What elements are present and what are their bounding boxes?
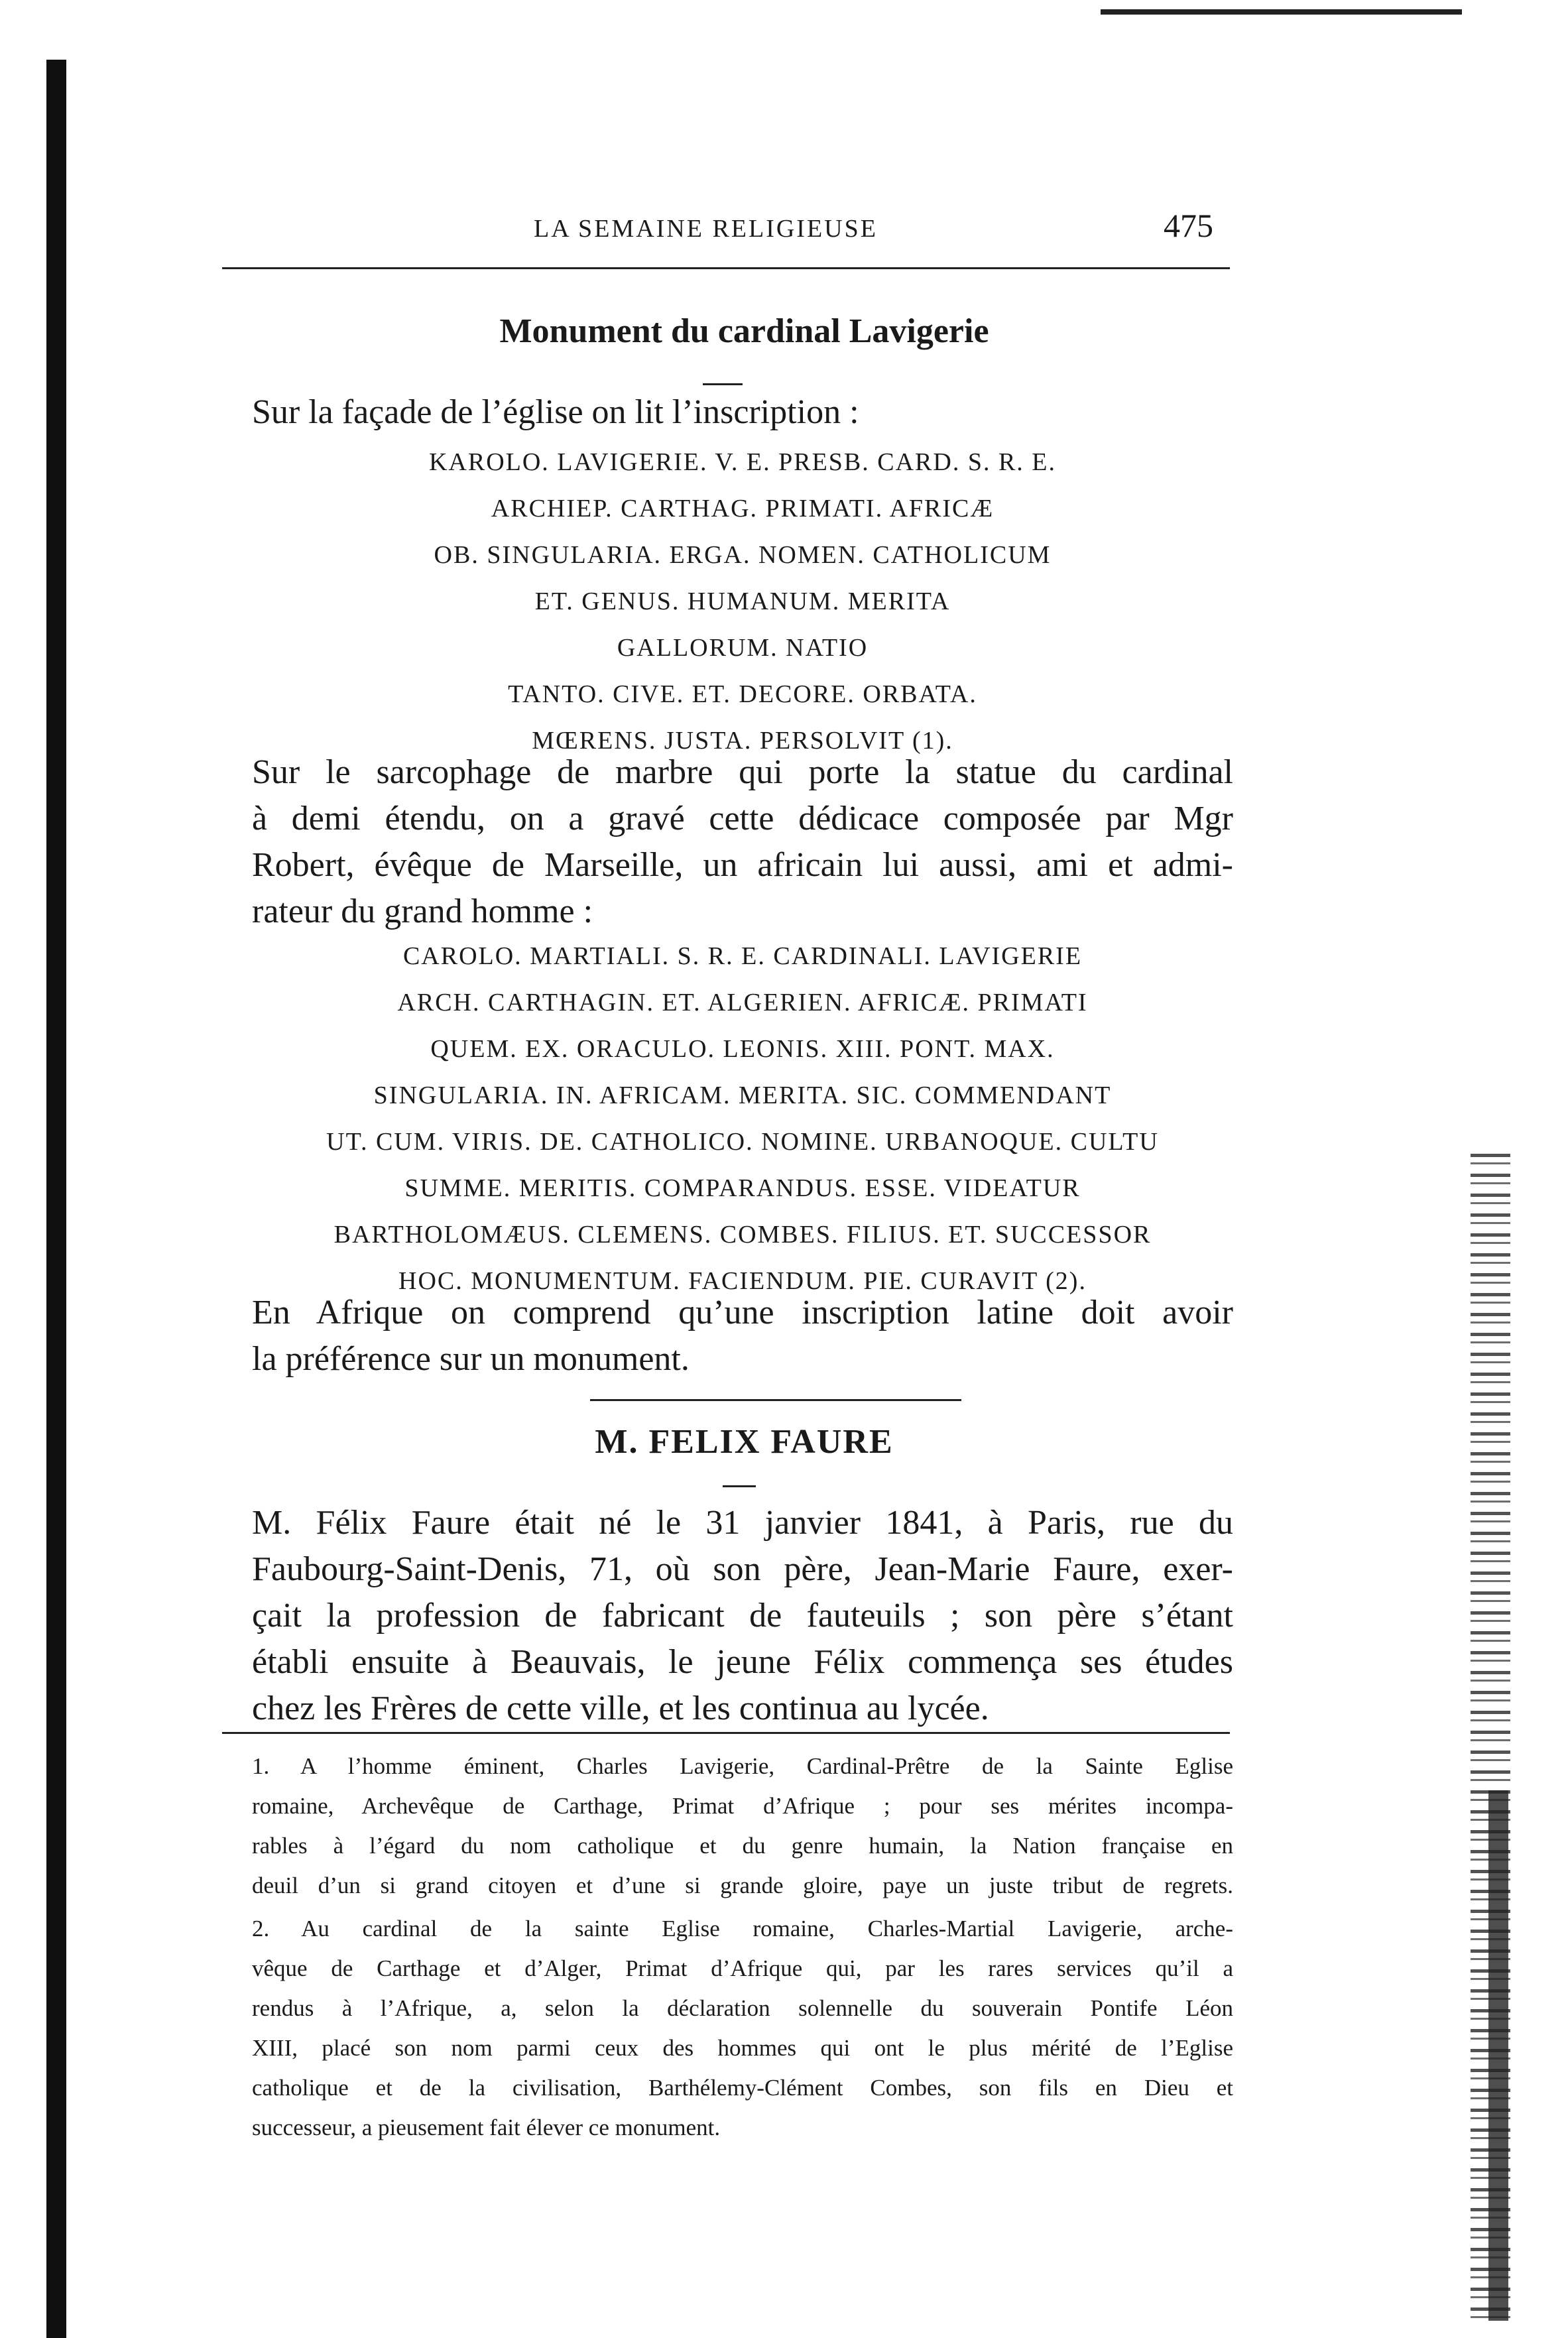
inscription-line: CAROLO. MARTIALI. S. R. E. CARDINALI. LAVIGERIE: [402, 942, 1083, 970]
footnote-line: 2. Au cardinal de la sainte Eglise romaine, Charles-Martial Lavigerie, arche-: [252, 1916, 1233, 1941]
body-line: Robert, évêque de Marseille, un africain lui aussi, ami et admi-: [252, 846, 1233, 884]
footnote-rule: [222, 1732, 1230, 1734]
scan-binding-shadow: [46, 60, 66, 2338]
body-line: la préférence sur un monument.: [252, 1340, 690, 1378]
inscription-line: OB. SINGULARIA. ERGA. NOMEN. CATHOLICUM: [434, 541, 1052, 569]
inscription-line: TANTO. CIVE. ET. DECORE. ORBATA.: [508, 680, 977, 708]
intro-line: Sur la façade de l’église on lit l’inscription :: [252, 393, 859, 431]
footnote-line: romaine, Archevêque de Carthage, Primat d’Afrique ; pour ses mérites incompa-: [252, 1793, 1233, 1819]
body-line: Sur le sarcophage de marbre qui porte la statue du cardinal: [252, 753, 1233, 791]
footnote-line: 1. A l’homme éminent, Charles Lavigerie, Cardinal-Prêtre de la Sainte Eglise: [252, 1753, 1233, 1779]
footnote-line: rendus à l’Afrique, a, selon la déclaration solennelle du souverain Pontife Léon: [252, 1995, 1233, 2021]
body-line: En Afrique on comprend qu’une inscription latine doit avoir: [252, 1294, 1233, 1331]
inscription-line: SUMME. MERITIS. COMPARANDUS. ESSE. VIDEATUR: [404, 1174, 1081, 1202]
footnote-line: deuil d’un si grand citoyen et d’une si grande gloire, paye un juste tribut de regrets.: [252, 1873, 1233, 1898]
body-line: çait la profession de fabricant de fauteuils ; son père s’étant: [252, 1597, 1233, 1634]
inscription-line: ARCHIEP. CARTHAG. PRIMATI. AFRICÆ: [491, 495, 995, 523]
inscription-line: MŒRENS. JUSTA. PERSOLVIT (1).: [532, 727, 953, 755]
inscription-line: GALLORUM. NATIO: [617, 634, 869, 662]
body-line: Faubourg-Saint-Denis, 71, où son père, Jean-Marie Faure, exer-: [252, 1550, 1233, 1588]
title-rule: [723, 1485, 756, 1487]
page-header: [222, 202, 1230, 255]
inscription-line: KAROLO. LAVIGERIE. V. E. PRESB. CARD. S. R. E.: [428, 448, 1057, 476]
title-rule: [703, 383, 743, 385]
inscription-line: ET. GENUS. HUMANUM. MERITA: [534, 587, 951, 615]
body-line: M. Félix Faure était né le 31 janvier 1841, à Paris, rue du: [252, 1504, 1233, 1542]
scan-top-mark: [1101, 9, 1462, 15]
inscription-line: HOC. MONUMENTUM. FACIENDUM. PIE. CURAVIT (2).: [398, 1267, 1087, 1295]
inscription-line: SINGULARIA. IN. AFRICAM. MERITA. SIC. COMMENDANT: [373, 1081, 1112, 1109]
inscription-line: QUEM. EX. ORACULO. LEONIS. XIII. PONT. MAX.: [430, 1035, 1055, 1063]
inscription-line: BARTHOLOMÆUS. CLEMENS. COMBES. FILIUS. ET. SUCCESSOR: [333, 1221, 1152, 1249]
section-title: M. FELIX FAURE: [595, 1423, 894, 1461]
footnote-line: rables à l’égard du nom catholique et du genre humain, la Nation française en: [252, 1833, 1233, 1859]
body-line: établi ensuite à Beauvais, le jeune Félix commença ses études: [252, 1643, 1233, 1681]
body-line: chez les Frères de cette ville, et les continua au lycée.: [252, 1690, 989, 1727]
footnote-line: successeur, a pieusement fait élever ce monument.: [252, 2115, 721, 2140]
footnote-line: vêque de Carthage et d’Alger, Primat d’Afrique qui, par les rares services qu’il a: [252, 1955, 1233, 1981]
scan-edge-noise: [1488, 1790, 1508, 2321]
body-line: à demi étendu, on a gravé cette dédicace composée par Mgr: [252, 800, 1233, 837]
footnote-line: catholique et de la civilisation, Barthélemy-Clément Combes, son fils en Dieu et: [252, 2075, 1233, 2101]
header-rule: [222, 267, 1230, 269]
section-title: Monument du cardinal Lavigerie: [499, 312, 989, 350]
inscription-line: ARCH. CARTHAGIN. ET. ALGERIEN. AFRICÆ. PRIMATI: [397, 989, 1088, 1016]
running-head: LA SEMAINE RELIGIEUSE: [534, 215, 878, 243]
footnote-line: XIII, placé son nom parmi ceux des hommes qui ont le plus mérité de l’Eglise: [252, 2035, 1233, 2061]
section-separator: [590, 1399, 961, 1401]
page-number: 475: [1164, 207, 1213, 244]
inscription-line: UT. CUM. VIRIS. DE. CATHOLICO. NOMINE. URBANOQUE. CULTU: [326, 1128, 1159, 1156]
body-line: rateur du grand homme :: [252, 892, 593, 930]
